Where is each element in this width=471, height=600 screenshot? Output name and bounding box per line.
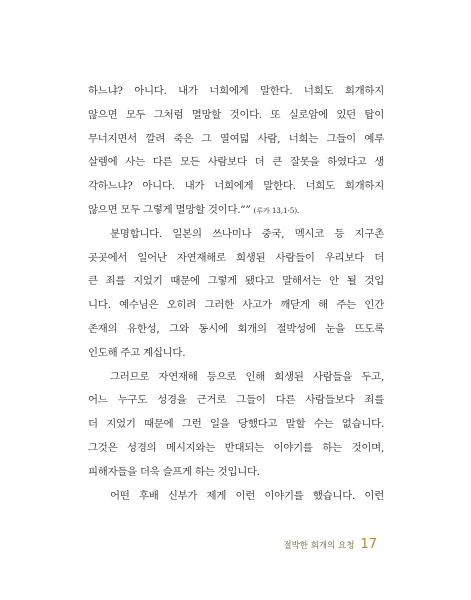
body-line: 그러므로 자연재해 등으로 인해 희생된 사람들을 두고, [110, 370, 384, 383]
page-footer [283, 537, 377, 552]
quote-end-text: 않으면 모두 그렇게 멸망할 것이다.”” [88, 203, 251, 216]
body-line: 그것은 성경의 메시지와는 반대되는 이야기를 하는 것이며, [88, 441, 384, 454]
body-line: 하느냐? 아니다. 내가 너희에게 말한다. 너희도 회개하지 [88, 85, 384, 97]
body-line: 어느 누구도 성경을 근거로 그들이 다른 사람들보다 죄를 [88, 394, 384, 407]
body-line: 무너지면서 깔려 죽은 그 열여덟 사람, 너희는 그들이 예루 [88, 132, 384, 145]
body-line [88, 199, 384, 223]
body-line: 어떤 후배 신부가 제게 이런 이야기를 했습니다. 이런 [110, 489, 384, 502]
body-line: 살렘에 사는 다른 모든 사람보다 더 큰 잘못을 하였다고 생 [88, 156, 384, 169]
body-line: 존재의 유한성, 그와 동시에 회개의 절박성에 눈을 뜨도록 [88, 322, 384, 335]
body-text [88, 80, 384, 508]
body-line: 피해자들을 더욱 슬프게 하는 것입니다. [88, 465, 260, 478]
running-title: 절박한 회개의 요청 [283, 541, 355, 551]
body-line: 더 지었기 때문에 그런 일을 당했다고 말할 수는 없습니다. [88, 418, 384, 431]
bible-citation: (루카 13,1-5). [253, 206, 300, 215]
body-line: 않으면 모두 그처럼 멸망할 것이다. 또 실로암에 있던 탑이 [88, 108, 384, 121]
body-line: 큰 죄를 지었기 때문에 그렇게 됐다고 말해서는 안 될 것입 [88, 275, 384, 288]
body-line: 분명합니다. 일본의 쓰나미나 중국, 멕시코 등 지구촌 [110, 227, 384, 240]
body-line: 곳곳에서 일어난 자연재해로 희생된 사람들이 우리보다 더 [88, 251, 384, 264]
body-line: 인도해 주고 계십니다. [88, 346, 186, 359]
body-line: 각하느냐? 아니다. 내가 너희에게 말한다. 너희도 회개하지 [88, 180, 384, 193]
body-line: 니다. 예수님은 오히려 그러한 사고가 깨닫게 해 주는 인간 [88, 299, 384, 312]
page-number: 17 [360, 537, 377, 552]
